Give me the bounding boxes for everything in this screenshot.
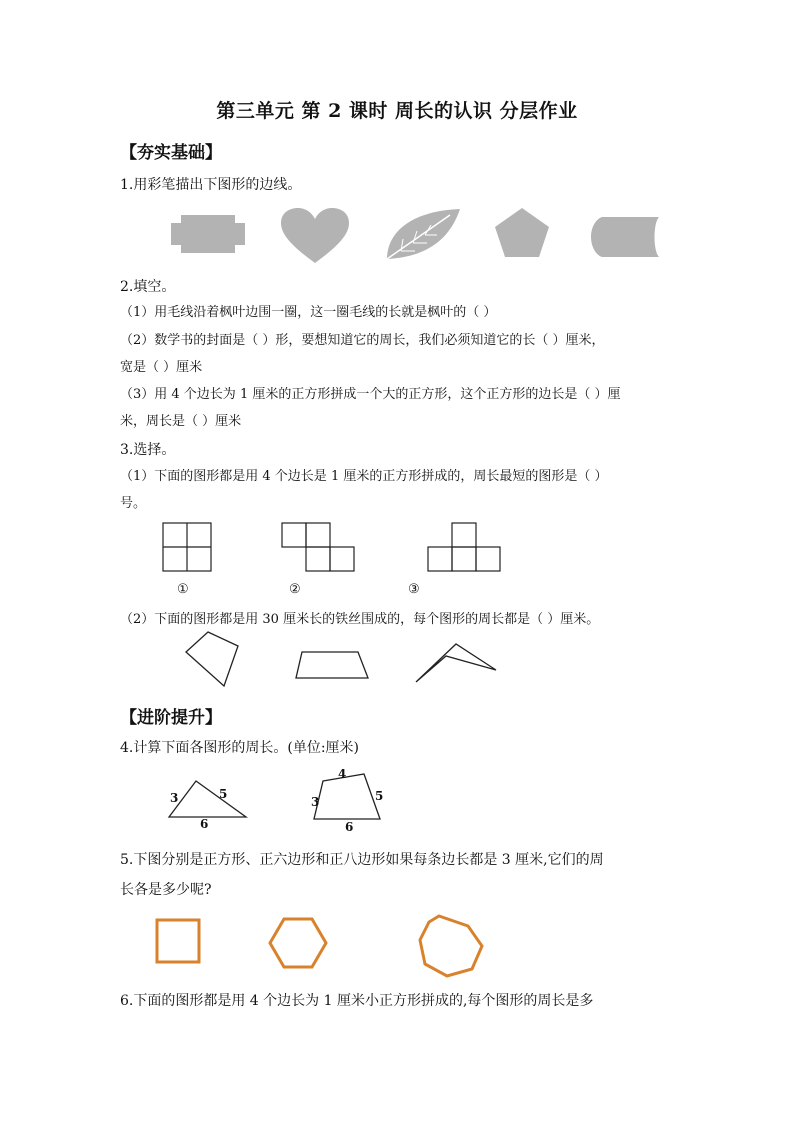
- section-heading-basic: 【夯实基础】: [120, 143, 222, 163]
- gray-pentagon-shape: [495, 208, 549, 257]
- question-5-line2: 长各是多少呢?: [120, 882, 212, 898]
- quadrilateral-wire-shape: [186, 632, 238, 686]
- q5-polygons: [150, 912, 490, 978]
- gray-heart-shape: [281, 208, 349, 263]
- quad-side-label-left: 3: [311, 795, 320, 809]
- q3-square-figures: [160, 520, 510, 572]
- triangle-figure: [169, 781, 246, 817]
- gray-cross-shape: [171, 215, 245, 253]
- orange-octagon: [420, 916, 482, 976]
- q1-shapes: [165, 205, 665, 267]
- page-title: 第三单元 第 2 课时 周长的认识 分层作业: [216, 100, 578, 122]
- question-1: 1.用彩笔描出下图形的边线。: [120, 177, 302, 193]
- question-2-1: （1）用毛线沿着枫叶边围一圈，这一圈毛线的长就是枫叶的（ ）: [120, 305, 497, 320]
- question-3: 3.选择。: [120, 442, 176, 458]
- figure-1-square-2x2: [163, 523, 211, 571]
- question-5-line1: 5.下图分别是正方形、正六边形和正八边形如果每条边长都是 3 厘米,它们的周: [120, 852, 604, 868]
- question-6: 6.下面的图形都是用 4 个边长为 1 厘米小正方形拼成的,每个图形的周长是多: [120, 993, 594, 1009]
- question-2-3-line2: 米，周长是（ ）厘米: [120, 414, 242, 429]
- quad-side-label-bottom: 6: [345, 820, 354, 834]
- question-3-2: （2）下面的图形都是用 30 厘米长的铁丝围成的，每个图形的周长都是（ ）厘米。: [120, 612, 600, 627]
- quadrilateral-figure: [314, 774, 380, 819]
- question-4: 4.计算下面各图形的周长。(单位:厘米): [120, 740, 359, 756]
- triangle-side-label-bottom: 6: [200, 817, 209, 831]
- figure-label-3: ③: [408, 582, 420, 597]
- figure-label-2: ②: [289, 582, 301, 597]
- figure-label-1: ①: [177, 582, 189, 597]
- quad-side-label-top: 4: [338, 767, 347, 781]
- triangle-side-label-left: 3: [170, 791, 179, 805]
- arrowhead-wire-shape: [416, 644, 496, 682]
- quad-side-label-right: 5: [375, 789, 384, 803]
- section-heading-advanced: 【进阶提升】: [120, 708, 222, 728]
- figure-3-t-shape: [428, 523, 500, 571]
- question-2-2-line2: 宽是（ ）厘米: [120, 360, 203, 375]
- gray-cylinder-shape: [591, 217, 659, 257]
- question-2: 2.填空。: [120, 279, 176, 295]
- q3-wire-shapes: [180, 628, 500, 688]
- question-3-1-line2: 号。: [120, 496, 147, 511]
- question-2-2-line1: （2）数学书的封面是（ ）形，要想知道它的周长，我们必须知道它的长（ ）厘米，: [120, 333, 605, 348]
- orange-hexagon: [270, 919, 326, 967]
- question-2-3-line1: （3）用 4 个边长为 1 厘米的正方形拼成一个大的正方形，这个正方形的边长是（ ）厘: [120, 387, 621, 402]
- figure-2-z-shape: [282, 523, 354, 571]
- orange-square: [157, 920, 199, 962]
- triangle-side-label-right: 5: [219, 787, 228, 801]
- q4-figures: [160, 765, 390, 835]
- question-3-1-line1: （1）下面的图形都是用 4 个边长是 1 厘米的正方形拼成的，周长最短的图形是（ ）: [120, 469, 608, 484]
- trapezoid-wire-shape: [296, 652, 368, 678]
